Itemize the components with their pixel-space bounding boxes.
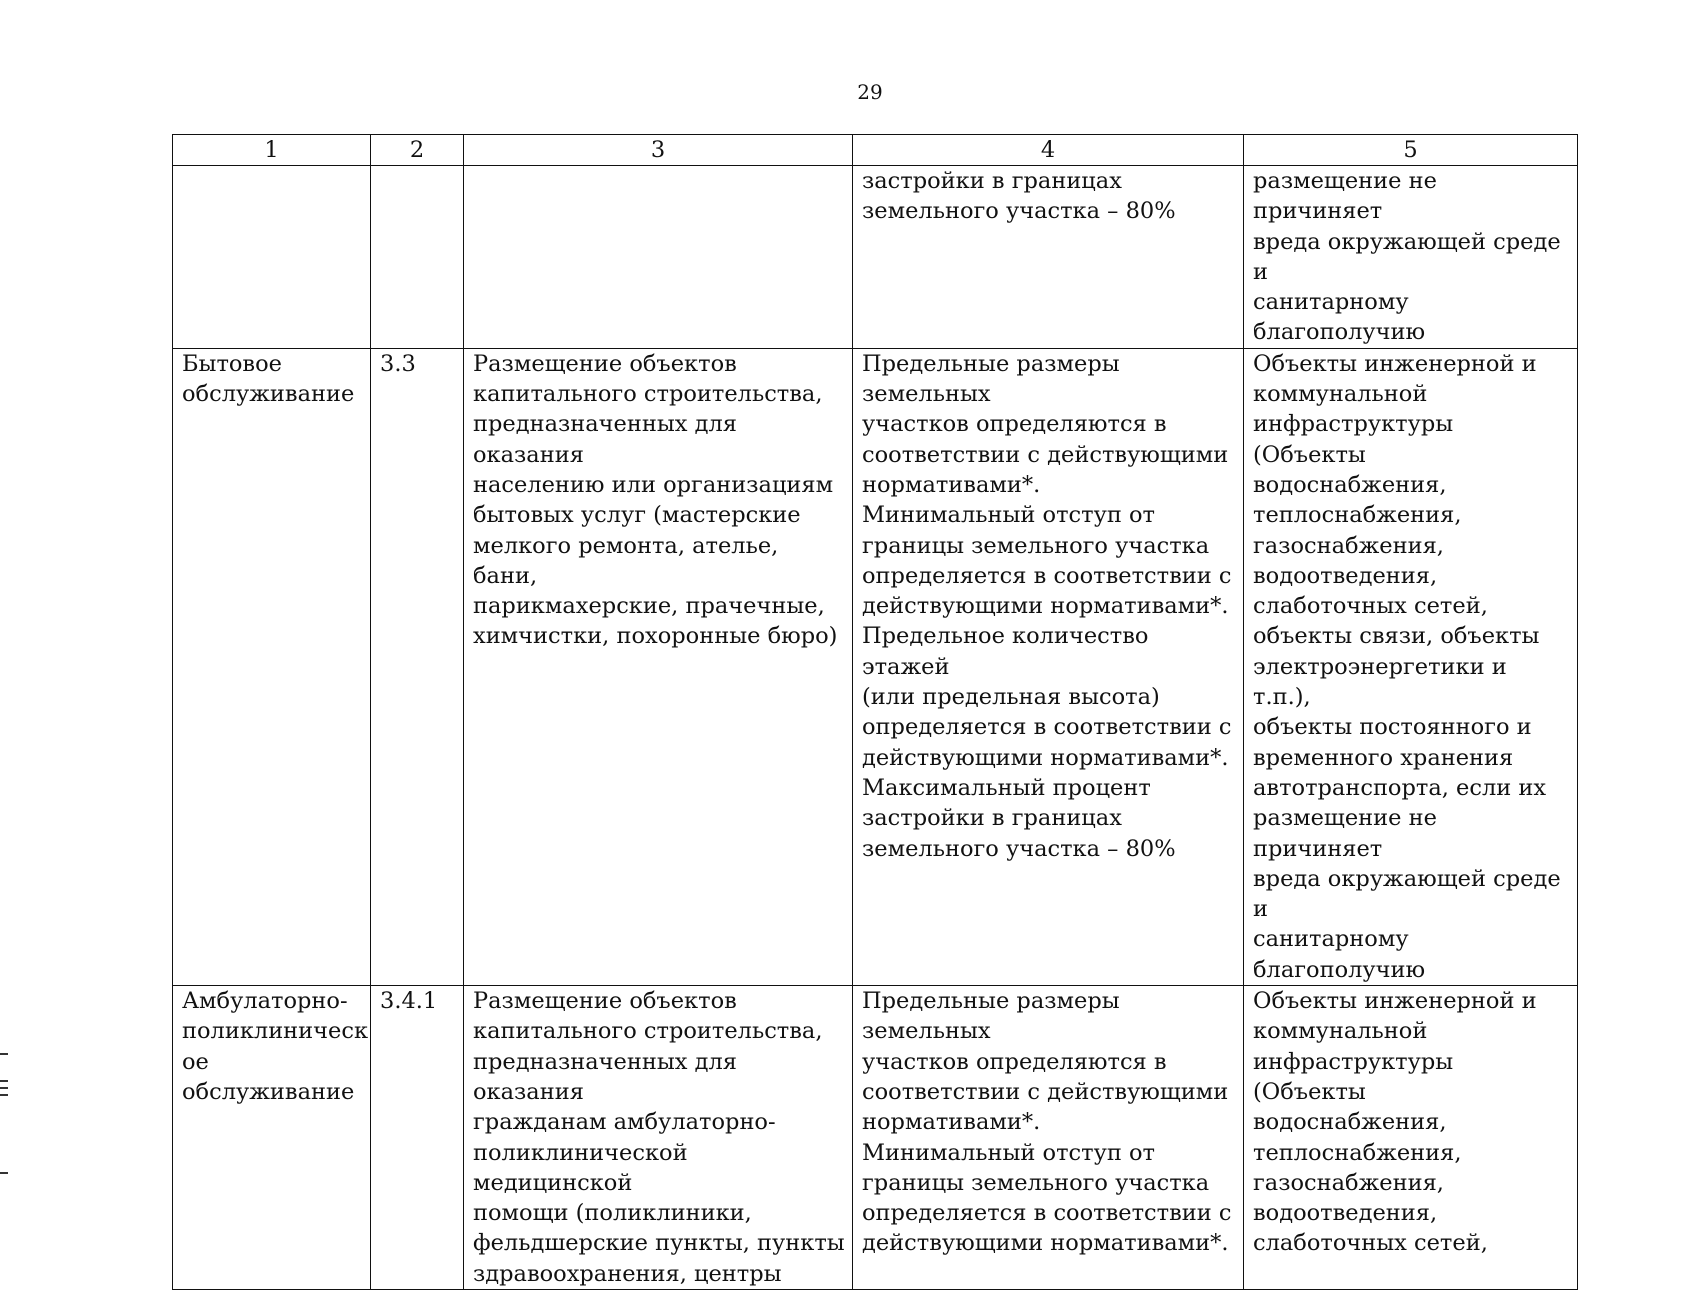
page-number: 29 [857,80,883,104]
column-header: 4 [853,135,1244,166]
table-row [173,986,1578,1290]
use-type-code [371,166,464,349]
column-header: 1 [173,135,371,166]
use-type-name [173,166,371,349]
column-header: 2 [371,135,464,166]
use-type-name: Амбулаторно- поликлиническ ое обслуживание [173,986,371,1290]
use-type-parameters: застройки в границах земельного участка – 80% [853,166,1244,349]
scan-edge-mark [0,1172,8,1174]
scan-edge-mark [0,1087,8,1089]
scan-edge-mark [0,1094,8,1096]
column-header: 3 [464,135,853,166]
table-row [173,348,1578,985]
column-header: 5 [1244,135,1578,166]
use-type-code: 3.3 [371,348,464,985]
use-type-auxiliary: Объекты инженерной и коммунальной инфраструктуры (Объекты водоснабжения, теплоснабжения, газоснабжения, водоотведения, слаботочных сетей, объекты связи, объекты электроэнергетики и т.п.), объекты постоянного и временного хранения автотранспорта, если их размещение не причиняет вреда окружающей среде и санитарному благополучию [1244,348,1578,985]
use-type-name: Бытовое обслуживание [173,348,371,985]
use-type-auxiliary: размещение не причиняет вреда окружающей среде и санитарному благополучию [1244,166,1578,349]
scan-edge-mark [0,1080,8,1082]
use-type-description: Размещение объектов капитального строительства, предназначенных для оказания гражданам амбулаторно- поликлинической медицинской помощи (поликлиники, фельдшерские пункты, пункты здравоохранения, центры [464,986,853,1290]
use-type-description: Размещение объектов капитального строительства, предназначенных для оказания населению или организациям бытовых услуг (мастерские мелкого ремонта, ателье, бани, парикмахерские, прачечные, химчистки, похоронные бюро) [464,348,853,985]
use-type-parameters: Предельные размеры земельных участков определяются в соответствии с действующими нормативами*. Минимальный отступ от границы земельного участка определяется в соответствии с действующими нормативами*. [853,986,1244,1290]
land-use-table [172,134,1578,1290]
table-header-row [173,135,1578,166]
use-type-code: 3.4.1 [371,986,464,1290]
use-type-parameters: Предельные размеры земельных участков определяются в соответствии с действующими нормативами*. Минимальный отступ от границы земельного участка определяется в соответствии с действующими нормативами*. Предельное количество этажей (или предельная высота) определяется в соответствии с действующими нормативами*. Максимальный процент застройки в границах земельного участка – 80% [853,348,1244,985]
use-type-description [464,166,853,349]
scan-edge-mark [0,1053,8,1055]
use-type-auxiliary: Объекты инженерной и коммунальной инфраструктуры (Объекты водоснабжения, теплоснабжения, газоснабжения, водоотведения, слаботочных сетей, [1244,986,1578,1290]
table-row [173,166,1578,349]
